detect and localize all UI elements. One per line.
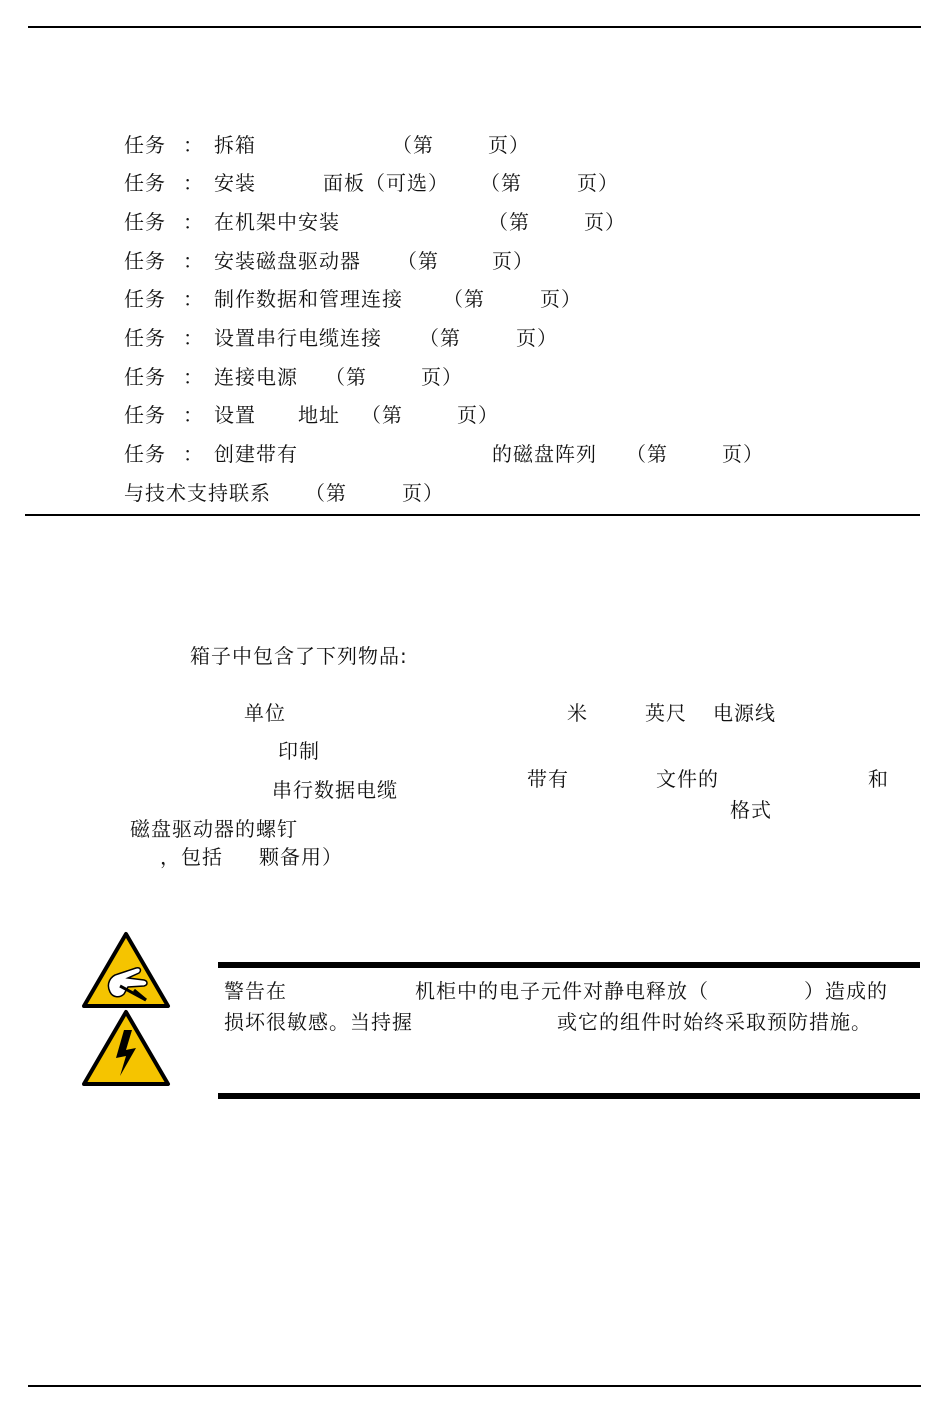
page-ref-open: （第 <box>361 403 403 427</box>
task-colon: ： <box>183 287 204 311</box>
task-prefix: 任务 <box>124 365 166 389</box>
item-with: 带有 <box>527 767 569 791</box>
page-ref-close: 页） <box>722 442 764 466</box>
task-title: 拆箱 <box>214 133 256 157</box>
item-spare-count: 颗备用） <box>259 845 343 869</box>
task-colon: ： <box>183 133 204 157</box>
task-title: 设置 <box>214 403 256 427</box>
task-title-suffix: 地址 <box>298 403 340 427</box>
warning-line1-start: 警告在 <box>224 979 287 1003</box>
item-feet: 英尺 <box>645 701 687 725</box>
task-colon: ： <box>183 326 204 350</box>
page-ref-close: 页） <box>540 287 582 311</box>
item-power-cord: 电源线 <box>713 701 776 725</box>
task-colon: ： <box>183 210 204 234</box>
task-title: 设置串行电缆连接 <box>214 326 382 350</box>
warning-bottom-rule <box>218 1093 920 1099</box>
esd-hand-icon <box>80 930 172 1010</box>
task-colon: ： <box>183 171 204 195</box>
item-file-of: 文件的 <box>656 767 719 791</box>
task-prefix: 任务 <box>124 210 166 234</box>
page-ref-close: 页） <box>457 403 499 427</box>
page-ref-open: （第 <box>305 481 347 505</box>
top-rule <box>28 26 921 28</box>
page-ref-close: 页） <box>516 326 558 350</box>
task-colon: ： <box>183 365 204 389</box>
task-colon: ： <box>183 442 204 466</box>
item-unit: 单位 <box>244 701 286 725</box>
item-and: 和 <box>868 767 889 791</box>
task-title: 安装磁盘驱动器 <box>214 249 361 273</box>
task-colon: ： <box>183 249 204 273</box>
item-printed: 印制 <box>278 739 320 763</box>
page-ref-open: （第 <box>626 442 668 466</box>
warning-line2-start: 损坏很敏感。当持握 <box>224 1010 413 1034</box>
warning-top-rule <box>218 962 920 968</box>
task-title-suffix: 面板（可选） <box>323 171 449 195</box>
box-intro: 箱子中包含了下列物品: <box>190 644 408 668</box>
page-ref-open: （第 <box>392 133 434 157</box>
task-title-suffix: 的磁盘阵列 <box>492 442 597 466</box>
task-prefix: 任务 <box>124 403 166 427</box>
page-ref-open: （第 <box>443 287 485 311</box>
task-prefix: 任务 <box>124 287 166 311</box>
task-colon: ： <box>183 403 204 427</box>
task-title: 创建带有 <box>214 442 298 466</box>
item-meter: 米 <box>567 701 588 725</box>
page-ref-close: 页） <box>421 365 463 389</box>
task-prefix: 任务 <box>124 133 166 157</box>
task-prefix: 任务 <box>124 171 166 195</box>
high-voltage-icon <box>80 1008 172 1088</box>
page-ref-close: 页） <box>577 171 619 195</box>
item-screws: 磁盘驱动器的螺钉 <box>130 817 298 841</box>
page-ref-close: 页） <box>488 133 530 157</box>
page-ref-close: 页） <box>492 249 534 273</box>
task-title: 制作数据和管理连接 <box>214 287 403 311</box>
item-format: 格式 <box>730 798 772 822</box>
page-ref-open: （第 <box>480 171 522 195</box>
page-ref-open: （第 <box>419 326 461 350</box>
page-ref-open: （第 <box>488 210 530 234</box>
page-ref-open: （第 <box>397 249 439 273</box>
task-prefix: 任务 <box>124 249 166 273</box>
item-spare: ，包括 <box>160 845 223 869</box>
page-ref-close: 页） <box>402 481 444 505</box>
task-prefix: 任务 <box>124 442 166 466</box>
warning-line2-end: 或它的组件时始终采取预防措施。 <box>557 1010 872 1034</box>
warning-line1-middle: 机柜中的电子元件对静电释放（ <box>415 979 709 1003</box>
support-title: 与技术支持联系 <box>124 481 271 505</box>
task-title: 在机架中安装 <box>214 210 340 234</box>
warning-line1-end: ）造成的 <box>804 979 888 1003</box>
page-ref-open: （第 <box>325 365 367 389</box>
bottom-rule <box>28 1385 921 1387</box>
item-serial-cable: 串行数据电缆 <box>272 778 398 802</box>
task-title: 安装 <box>214 171 256 195</box>
task-title: 连接电源 <box>214 365 298 389</box>
page-ref-close: 页） <box>584 210 626 234</box>
task-prefix: 任务 <box>124 326 166 350</box>
section-rule <box>25 514 920 516</box>
